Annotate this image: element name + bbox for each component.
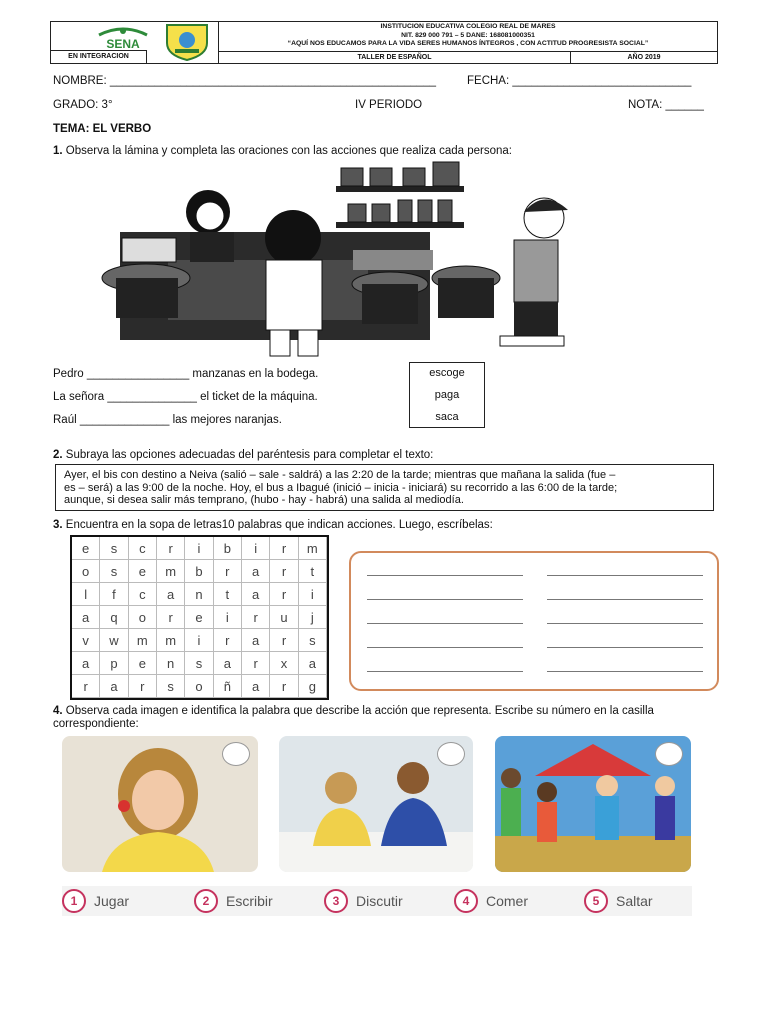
grid-cell[interactable]: a: [72, 652, 100, 675]
question-1-text: Observa la lámina y completa las oraciones con las acciones que realiza cada persona:: [65, 145, 512, 157]
question-4: [53, 705, 654, 717]
word-label: Escribir: [226, 893, 273, 909]
answer-line[interactable]: [547, 647, 703, 648]
bus-text-box[interactable]: [55, 464, 714, 511]
grid-cell[interactable]: s: [157, 675, 185, 698]
grid-cell[interactable]: p: [100, 652, 128, 675]
word-label: Comer: [486, 893, 529, 909]
grid-cell[interactable]: b: [185, 560, 213, 583]
word-option-jugar: [62, 887, 129, 915]
grid-cell[interactable]: i: [185, 629, 213, 652]
option-item: escoge: [429, 367, 465, 379]
photo-girl-eating: [62, 736, 258, 872]
grid-cell[interactable]: s: [299, 629, 327, 652]
grid-cell[interactable]: r: [157, 606, 185, 629]
grid-cell[interactable]: m: [299, 537, 327, 560]
grid-cell[interactable]: i: [214, 606, 242, 629]
grid-cell[interactable]: r: [270, 560, 298, 583]
answer-line[interactable]: [367, 647, 523, 648]
grid-cell[interactable]: r: [214, 629, 242, 652]
grid-cell[interactable]: i: [185, 537, 213, 560]
grid-cell[interactable]: s: [100, 537, 128, 560]
grid-cell[interactable]: a: [100, 675, 128, 698]
grid-cell[interactable]: c: [129, 537, 157, 560]
grid-cell[interactable]: q: [100, 606, 128, 629]
options-box: [409, 362, 485, 428]
answer-line[interactable]: [547, 599, 703, 600]
number-badge: 5: [584, 889, 608, 913]
question-4-text-cont: correspondiente:: [53, 718, 139, 730]
grid-cell[interactable]: v: [72, 629, 100, 652]
answer-lines-box[interactable]: [349, 551, 719, 691]
school-shield-icon: [161, 23, 213, 61]
question-2-text: Subraya las opciones adecuadas del paréntesis para completar el texto:: [65, 449, 434, 461]
grid-cell[interactable]: w: [100, 629, 128, 652]
grid-cell[interactable]: i: [299, 583, 327, 606]
grid-cell[interactable]: a: [242, 675, 270, 698]
question-1-number: 1.: [53, 145, 63, 157]
sentence-3[interactable]: Raúl ______________ las mejores naranjas.: [53, 414, 282, 426]
grid-cell[interactable]: r: [270, 583, 298, 606]
word-label: Jugar: [94, 893, 130, 909]
year-label: AÑO 2019: [627, 54, 661, 61]
grid-cell[interactable]: f: [100, 583, 128, 606]
grid-cell[interactable]: r: [270, 537, 298, 560]
grid-cell[interactable]: m: [129, 629, 157, 652]
text-line: aunque, si desea salir más temprano, (hubo - hay - habrá) una salida al mediodía.: [64, 494, 464, 506]
grid-cell[interactable]: a: [242, 629, 270, 652]
grid-cell[interactable]: ñ: [214, 675, 242, 698]
grid-cell[interactable]: x: [270, 652, 298, 675]
grid-cell[interactable]: a: [72, 606, 100, 629]
grid-cell[interactable]: i: [242, 537, 270, 560]
grid-cell[interactable]: n: [157, 652, 185, 675]
answer-line[interactable]: [547, 623, 703, 624]
grid-cell[interactable]: s: [185, 652, 213, 675]
answer-line[interactable]: [367, 575, 523, 576]
workshop-title: TALLER DE ESPAÑOL: [219, 52, 571, 63]
name-field[interactable]: NOMBRE: ___________________________________________________: [53, 75, 437, 87]
grid-cell[interactable]: r: [270, 675, 298, 698]
option-item: saca: [435, 411, 459, 423]
question-3-number: 3.: [53, 519, 63, 531]
grid-cell[interactable]: a: [242, 583, 270, 606]
word-option-discutir: [324, 887, 403, 915]
grid-cell[interactable]: o: [72, 560, 100, 583]
answer-circle[interactable]: [655, 742, 683, 766]
store-illustration: [98, 160, 592, 360]
grid-cell[interactable]: n: [185, 583, 213, 606]
grid-cell[interactable]: r: [72, 675, 100, 698]
grid-cell[interactable]: j: [299, 606, 327, 629]
answer-line[interactable]: [547, 575, 703, 576]
grid-cell[interactable]: a: [242, 560, 270, 583]
word-search-grid[interactable]: [70, 535, 329, 700]
grade-field: GRADO: 3°: [53, 99, 113, 111]
grid-cell[interactable]: c: [129, 583, 157, 606]
number-badge: 3: [324, 889, 348, 913]
sentence-2[interactable]: La señora ______________ el ticket de la máquina.: [53, 391, 318, 403]
grid-cell[interactable]: e: [129, 652, 157, 675]
answer-line[interactable]: [367, 671, 523, 672]
institution-name: INSTITUCION EDUCATIVA COLEGIO REAL DE MARES: [380, 23, 556, 30]
institution-motto: “AQUÍ NOS EDUCAMOS PARA LA VIDA SERES HUMANOS ÍNTEGROS , CON ACTITUD PROGRESISTA SOCIAL”: [287, 40, 649, 47]
number-badge: 2: [194, 889, 218, 913]
answer-line[interactable]: [367, 623, 523, 624]
number-badge: 4: [454, 889, 478, 913]
grid-cell[interactable]: t: [299, 560, 327, 583]
logo-cell: [51, 22, 219, 63]
photo-children-writing: [279, 736, 473, 872]
question-3-text: Encuentra en la sopa de letras10 palabras que indican acciones. Luego, escríbelas:: [65, 519, 493, 531]
grid-cell[interactable]: r: [242, 606, 270, 629]
word-label: Discutir: [356, 893, 403, 909]
document-header: [50, 21, 718, 64]
text-line: Ayer, el bis con destino a Neiva (salió – sale - saldrá) a las 2:20 de la tarde; mientras que mañana la salida (fue –: [64, 469, 616, 481]
grid-cell[interactable]: r: [129, 675, 157, 698]
grid-cell[interactable]: o: [185, 675, 213, 698]
question-2: [53, 449, 433, 461]
grade-score-field[interactable]: NOTA: ______: [628, 99, 704, 111]
sena-logo-text: SENA: [106, 37, 140, 51]
grid-cell[interactable]: e: [129, 560, 157, 583]
question-1: [53, 145, 512, 157]
grid-cell[interactable]: m: [157, 560, 185, 583]
question-2-number: 2.: [53, 449, 63, 461]
header-row-2: [219, 51, 717, 63]
grid-cell[interactable]: m: [157, 629, 185, 652]
institution-info: [219, 22, 717, 51]
answer-circle[interactable]: [437, 742, 465, 766]
grid-cell[interactable]: a: [157, 583, 185, 606]
grid-cell[interactable]: g: [299, 675, 327, 698]
grid-cell[interactable]: l: [72, 583, 100, 606]
grid-cell[interactable]: t: [214, 583, 242, 606]
question-4-number: 4.: [53, 705, 63, 717]
photo-children-jumping: [495, 736, 691, 872]
question-4-text: Observa cada imagen e identifica la palabra que describe la acción que representa. Escribe su número en la casilla: [65, 705, 654, 717]
date-field[interactable]: FECHA: ____________________________: [467, 75, 692, 87]
institution-nit: NIT. 829 000 791 – 5 DANE: 168081000351: [401, 31, 535, 39]
grid-cell[interactable]: r: [242, 652, 270, 675]
grid-cell[interactable]: s: [100, 560, 128, 583]
answer-line[interactable]: [367, 599, 523, 600]
word-option-saltar: [584, 887, 653, 915]
grid-cell[interactable]: b: [214, 537, 242, 560]
grid-cell[interactable]: o: [129, 606, 157, 629]
option-item: paga: [434, 389, 460, 401]
grid-cell[interactable]: e: [72, 537, 100, 560]
answer-line[interactable]: [547, 671, 703, 672]
topic-title: TEMA: EL VERBO: [53, 123, 152, 135]
word-option-escribir: [194, 887, 273, 915]
question-3: [53, 519, 493, 531]
integration-label: EN INTEGRACION: [51, 50, 147, 63]
number-badge: 1: [62, 889, 86, 913]
word-option-comer: [454, 887, 528, 915]
grid-cell[interactable]: r: [214, 560, 242, 583]
grid-cell[interactable]: u: [270, 606, 298, 629]
grid-cell[interactable]: r: [157, 537, 185, 560]
grid-cell[interactable]: e: [185, 606, 213, 629]
answer-circle[interactable]: [222, 742, 250, 766]
sentence-1[interactable]: Pedro ________________ manzanas en la bodega.: [53, 368, 319, 380]
grid-cell[interactable]: a: [299, 652, 327, 675]
period-label: IV PERIODO: [355, 99, 423, 111]
grid-cell[interactable]: a: [214, 652, 242, 675]
text-line: es – será) a las 9:00 de la noche. Hoy, el bus a Ibagué (inició – inicia - iniciará) su recorrido a las 6:00 de la tarde;: [64, 481, 618, 494]
grid-cell[interactable]: r: [270, 629, 298, 652]
word-label: Saltar: [616, 893, 653, 909]
